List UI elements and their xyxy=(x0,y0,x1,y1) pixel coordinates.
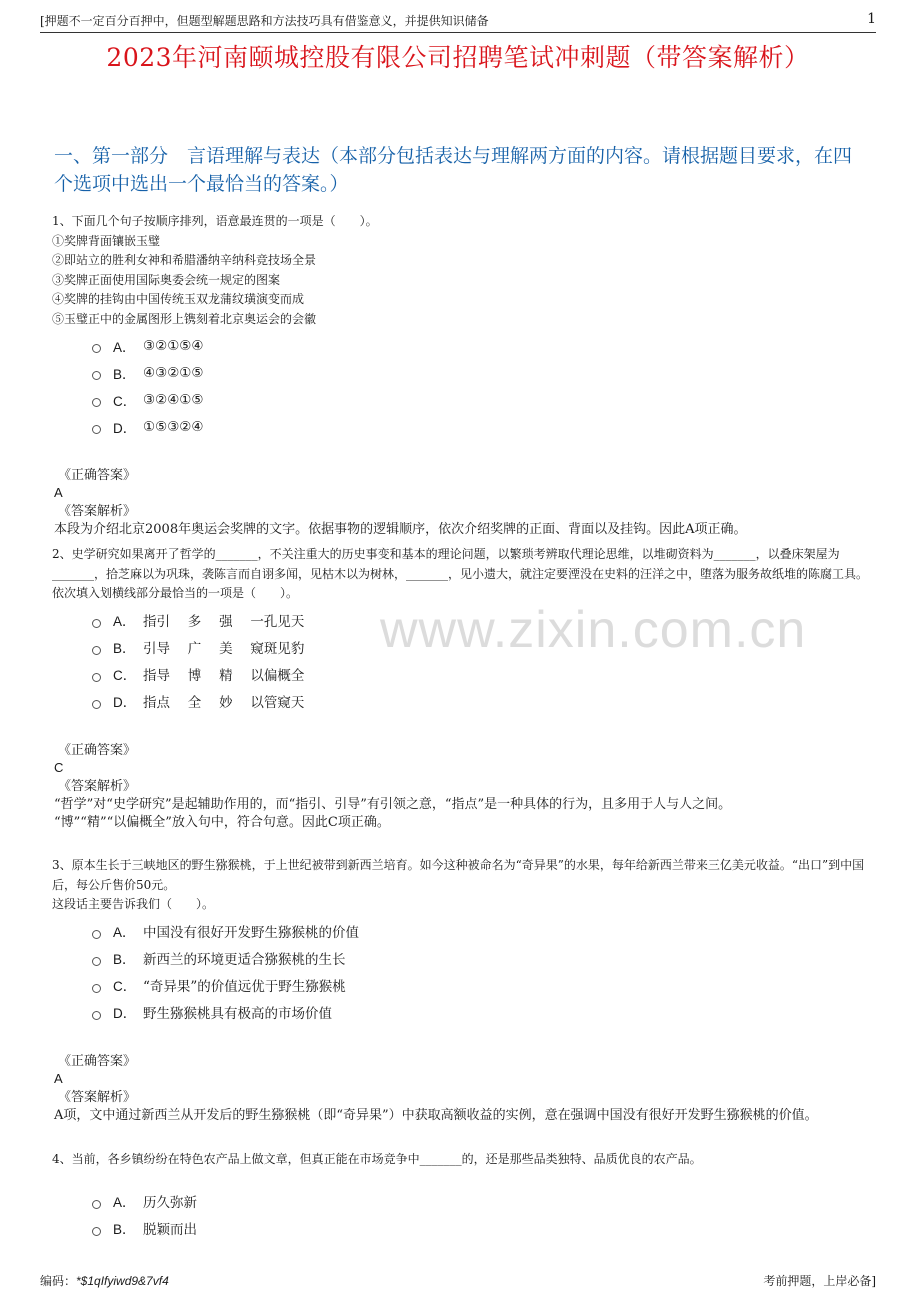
question-stem xyxy=(52,212,870,329)
explanation-label: 《答案解析》 xyxy=(58,1089,137,1105)
answer-value: A xyxy=(54,485,63,500)
option-text: 历久弥新 xyxy=(143,1195,197,1211)
option-text: 新西兰的环境更适合猕猴桃的生长 xyxy=(143,952,346,968)
option-text: ③②④①⑤ xyxy=(143,391,204,408)
option-text: 引导 广 美 窥斑见豹 xyxy=(143,641,305,657)
question-stem xyxy=(52,1150,870,1170)
footer-code-label: 编码： xyxy=(40,1274,77,1288)
explanation-text: 本段为介绍北京2008年奥运会奖牌的文字。依据事物的逻辑顺序，依次介绍奖牌的正面、背面以及挂钩。因此A项正确。 xyxy=(54,522,747,537)
option-a[interactable] xyxy=(92,1188,870,1215)
option-letter: B． xyxy=(113,1222,136,1237)
stem-line: ①奖牌背面镶嵌玉璧 xyxy=(52,233,161,248)
radio-icon[interactable] xyxy=(92,398,101,407)
option-c[interactable] xyxy=(92,661,870,688)
option-letter: A． xyxy=(113,339,136,355)
explanation-text: “哲学”对“史学研究”是起辅助作用的，而“指引、引导”有引领之意，“指点”是一种具体的行为，且多用于人与人之间。 xyxy=(54,796,732,812)
options-list xyxy=(92,1188,870,1242)
radio-icon[interactable] xyxy=(92,1011,101,1020)
option-letter: C． xyxy=(113,393,137,409)
radio-icon[interactable] xyxy=(92,371,101,380)
option-letter: A． xyxy=(113,925,136,940)
option-a[interactable] xyxy=(92,607,870,634)
option-letter: B． xyxy=(113,641,136,656)
option-letter: D． xyxy=(113,1006,137,1021)
option-text: 指引 多 强 一孔见天 xyxy=(143,614,305,630)
radio-icon[interactable] xyxy=(92,1227,101,1236)
document-title: 2023年河南颐城控股有限公司招聘笔试冲刺题（带答案解析） xyxy=(106,43,810,72)
section-heading: 一、第一部分 言语理解与表达（本部分包括表达与理解两方面的内容。请根据题目要求，在四个选项中选出一个最恰当的答案。） xyxy=(54,145,853,195)
option-text: 中国没有很好开发野生猕猴桃的价值 xyxy=(143,925,359,941)
radio-icon[interactable] xyxy=(92,619,101,628)
options-list xyxy=(92,918,870,1026)
option-text: ④③②①⑤ xyxy=(143,364,204,381)
option-text: ①⑤③②④ xyxy=(143,418,204,435)
option-d[interactable] xyxy=(92,413,870,440)
stem-line: 这段话主要告诉我们（ ）。 xyxy=(52,897,215,911)
option-letter: A． xyxy=(113,1195,136,1210)
answer-label: 《正确答案》 xyxy=(58,468,137,483)
option-letter: B． xyxy=(113,952,136,967)
option-letter: B． xyxy=(113,366,136,382)
option-text: 指点 全 妙 以管窥天 xyxy=(143,695,305,711)
question-3 xyxy=(52,856,870,1125)
answer-label: 《正确答案》 xyxy=(58,742,137,758)
question-1 xyxy=(52,212,870,539)
answer-value: C xyxy=(54,759,64,775)
radio-icon[interactable] xyxy=(92,984,101,993)
radio-icon[interactable] xyxy=(92,957,101,966)
option-letter: A． xyxy=(113,614,136,629)
stem-line: 3、原本生长于三峡地区的野生猕猴桃，于上世纪被带到新西兰培育。如今这种被命名为“奇异果”的水果，每年给新西兰带来三亿美元收益。“出口”到中国后，每公斤售价50元。 xyxy=(52,858,865,892)
footer-code-value: *$1qIfyiwd9&7vf4 xyxy=(76,1274,169,1288)
question-2 xyxy=(52,545,870,832)
stem-line: ④奖牌的挂钩由中国传统玉双龙蒲纹璜演变而成 xyxy=(52,292,305,306)
option-text: 野生猕猴桃具有极高的市场价值 xyxy=(143,1006,332,1022)
option-c[interactable] xyxy=(92,972,870,999)
stem-line: 依次填入划横线部分最恰当的一项是（ ）。 xyxy=(52,586,299,600)
option-text: 指导 博 精 以偏概全 xyxy=(143,668,305,684)
answer-value: A xyxy=(54,1070,63,1086)
header-note: [押题不一定百分百押中，但题型解题思路和方法技巧具有借鉴意义，并提供知识储备 xyxy=(40,14,489,28)
radio-icon[interactable] xyxy=(92,1200,101,1209)
option-b[interactable] xyxy=(92,634,870,661)
option-d[interactable] xyxy=(92,688,870,715)
option-letter: C． xyxy=(113,668,137,683)
option-a[interactable] xyxy=(92,332,870,359)
stem-line: ②即站立的胜利女神和希腊潘纳辛纳科竞技场全景 xyxy=(52,253,317,267)
explanation-text: “博”“精”“以偏概全”放入句中，符合句意。因此C项正确。 xyxy=(54,814,390,830)
explanation-label: 《答案解析》 xyxy=(58,778,137,794)
radio-icon[interactable] xyxy=(92,673,101,682)
option-letter: D． xyxy=(113,420,137,436)
option-text: “奇异果”的价值远优于野生猕猴桃 xyxy=(143,979,346,995)
stem-line: ⑤玉璧正中的金属图形上镌刻着北京奥运会的会徽 xyxy=(52,311,317,326)
options-list xyxy=(92,607,870,715)
stem-line: 4、当前，各乡镇纷纷在特色农产品上做文章，但真正能在市场竞争中_______的，还是那些品类独特、品质优良的农产品。 xyxy=(52,1152,702,1166)
answer-label: 《正确答案》 xyxy=(58,1053,137,1069)
option-c[interactable] xyxy=(92,386,870,413)
radio-icon[interactable] xyxy=(92,646,101,655)
option-text: 脱颖而出 xyxy=(143,1222,197,1238)
explanation-text: A项，文中通过新西兰从开发后的野生猕猴桃（即“奇异果”）中获取高额收益的实例，意在强调中国没有很好开发野生猕猴桃的价值。 xyxy=(54,1107,818,1123)
footer-slogan: 考前押题，上岸必备] xyxy=(763,1274,876,1288)
radio-icon[interactable] xyxy=(92,930,101,939)
page-header xyxy=(40,12,876,33)
radio-icon[interactable] xyxy=(92,425,101,434)
option-letter: D． xyxy=(113,695,137,710)
option-b[interactable] xyxy=(92,1215,870,1242)
options-list xyxy=(92,332,870,440)
question-4 xyxy=(52,1150,870,1242)
option-b[interactable] xyxy=(92,945,870,972)
question-stem xyxy=(52,856,870,915)
option-d[interactable] xyxy=(92,999,870,1026)
footer-code xyxy=(40,1272,169,1289)
watermark-text: www.zixin.com.cn xyxy=(380,601,807,659)
stem-line: ③奖牌正面使用国际奥委会统一规定的图案 xyxy=(52,272,281,287)
explanation-label: 《答案解析》 xyxy=(58,504,137,519)
option-letter: C． xyxy=(113,979,137,994)
question-stem xyxy=(52,545,870,604)
option-text: ③②①⑤④ xyxy=(143,337,204,354)
stem-line: 2、史学研究如果离开了哲学的_______，不关注重大的历史事变和基本的理论问题，以繁琐考辨取代理论思维，以堆砌资料为_______，以叠床架屋为_______，拾芝麻以为巩珠，袭陈言而自诩多闻，见枯木以为树林，_______，见小遗大，就注定要湮没在史料的汪洋之中，堕落为服务故纸堆的陈腐工具。 xyxy=(52,547,869,581)
option-b[interactable] xyxy=(92,359,870,386)
radio-icon[interactable] xyxy=(92,344,101,353)
page-number: 1 xyxy=(867,11,876,27)
option-a[interactable] xyxy=(92,918,870,945)
stem-line: 1、下面几个句子按顺序排列，语意最连贯的一项是（ ）。 xyxy=(52,214,378,228)
radio-icon[interactable] xyxy=(92,700,101,709)
